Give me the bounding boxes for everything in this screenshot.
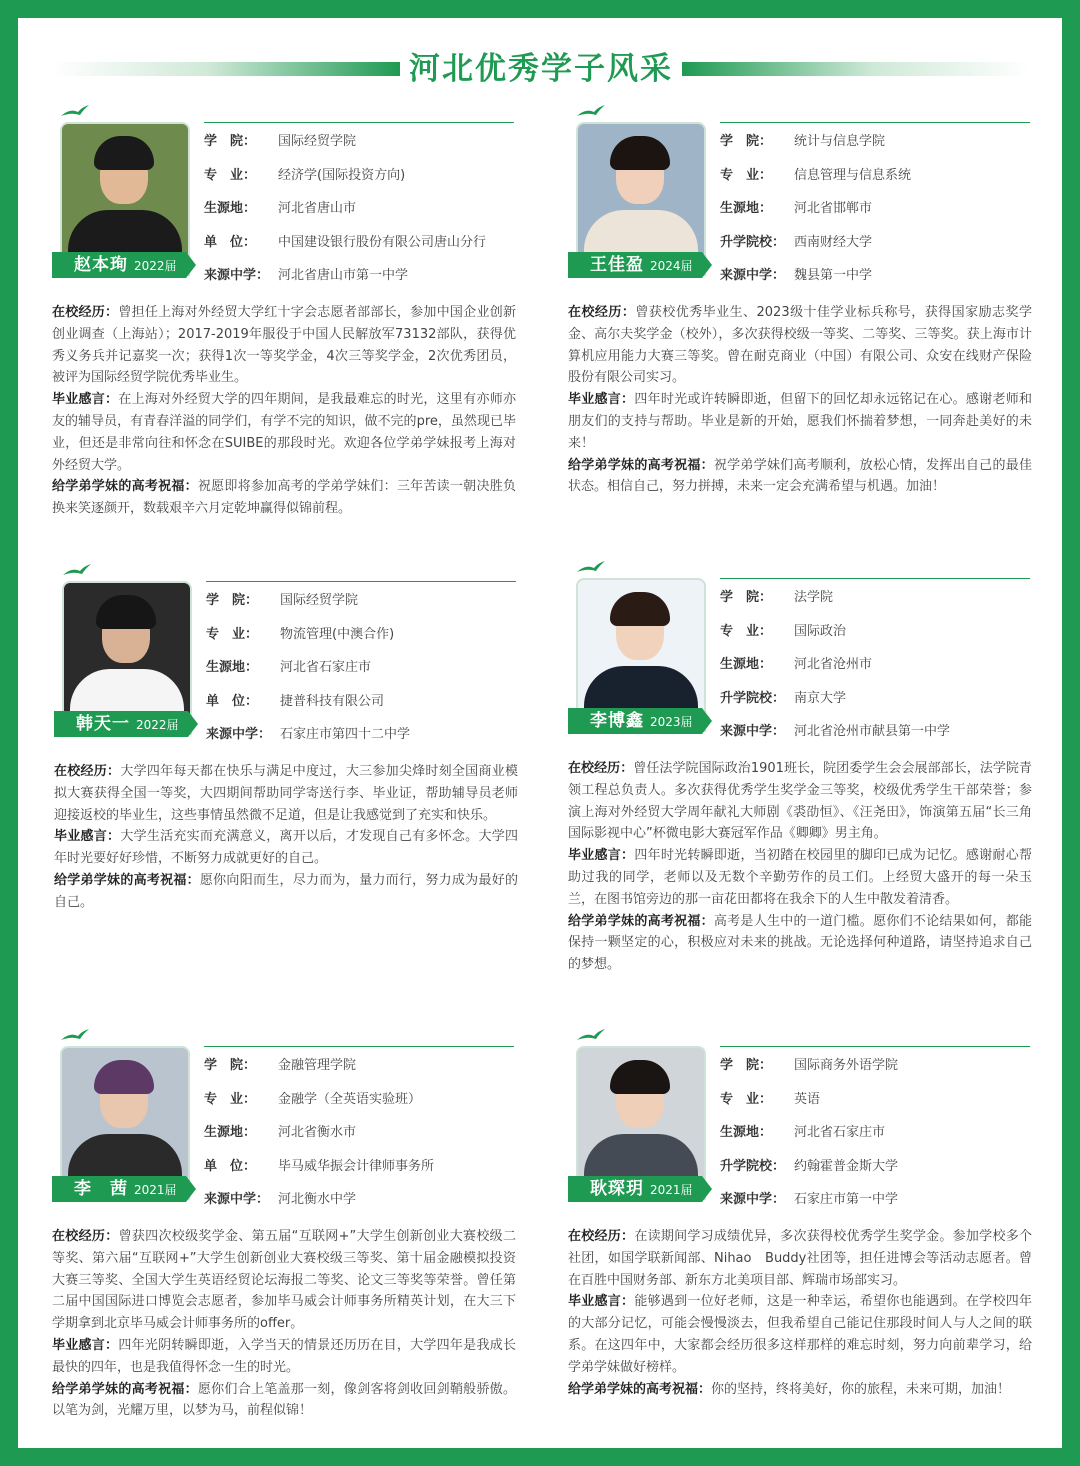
info-value: 石家庄市第四十二中学: [280, 727, 411, 743]
bird-icon: [576, 104, 606, 118]
portrait-hair-shape: [610, 1060, 670, 1094]
info-row: [204, 1081, 514, 1115]
info-row: [204, 157, 514, 191]
name-badge: [52, 1176, 186, 1202]
info-label: 学 院：: [204, 134, 257, 150]
bio-grad-label: 毕业感言：: [52, 392, 119, 408]
info-value: 国际政治: [794, 623, 847, 639]
graduation-year: 2021届: [134, 1183, 177, 1197]
info-label: 专 业：: [720, 1091, 773, 1107]
bird-icon: [576, 1028, 606, 1042]
name-badge: [568, 1176, 702, 1202]
portrait-block: [52, 1028, 192, 1208]
info-row: [720, 257, 1030, 291]
info-row: [720, 190, 1030, 224]
info-label: 生源地：: [720, 201, 773, 217]
info-label: 专 业：: [206, 626, 259, 642]
info-value: 西南财经大学: [794, 234, 873, 250]
badge-arrow: [188, 711, 198, 737]
info-label: 生源地：: [720, 657, 773, 673]
info-label: 学 院：: [206, 593, 259, 609]
bio-grad-text: 四年光阴转瞬即逝，入学当天的情景还历历在目，大学四年是我成长最快的四年，也是我值得怀念一生的时光。: [52, 1337, 516, 1375]
bio-school-text: 大学四年每天都在快乐与满足中度过，大三参加尖烽时刻全国商业模拟大赛获得全国一等奖，大四期间帮助同学寄送行李、毕业证，帮助辅导员老师迎接返校的毕业生，这些事情虽然微不足道，但是让我感觉到了充实和快乐。: [54, 764, 518, 823]
bio-school-label: 在校经历：: [568, 1229, 635, 1244]
info-value: 国际经贸学院: [278, 134, 357, 150]
bio-school-paragraph: [568, 1226, 1032, 1291]
bio-school-label: 在校经历：: [568, 305, 636, 320]
info-row: [720, 123, 1030, 157]
info-row: [720, 646, 1030, 680]
bio-wish-text: 祝愿即将参加高考的学弟学妹们：三年苦读一朝决胜负换来笑逐颜开，数载艰辛六月定乾坤赢得似锦前程。: [52, 479, 516, 517]
student-name: 王佳盈: [590, 255, 644, 275]
info-row: [720, 1114, 1030, 1148]
student-name: 耿琛玥: [590, 1179, 644, 1199]
info-label: 来源中学：: [206, 727, 272, 743]
info-row: [204, 1181, 514, 1215]
info-label: 专 业：: [204, 1091, 257, 1107]
info-row: [720, 1081, 1030, 1115]
bio-wish-label: 给学弟学妹的高考祝福：: [52, 1381, 198, 1397]
info-label: 专 业：: [204, 167, 257, 183]
name-badge: [568, 708, 702, 734]
bio-school-paragraph: [54, 761, 518, 826]
info-label: 来源中学：: [204, 268, 270, 284]
bio-section: [54, 761, 518, 914]
info-label: 单 位：: [204, 234, 257, 250]
info-row: [720, 680, 1030, 714]
info-value: 英语: [794, 1091, 821, 1107]
bio-wish-label: 给学弟学妹的高考祝福：: [568, 457, 714, 473]
bio-wish-paragraph: [568, 455, 1032, 499]
bio-grad-paragraph: [52, 389, 516, 476]
name-badge: [52, 252, 186, 278]
info-label: 升学院校：: [720, 234, 786, 250]
info-table: [720, 578, 1030, 747]
info-label: 来源中学：: [204, 1192, 270, 1208]
info-row: [720, 1181, 1030, 1215]
info-value: 河北衡水中学: [278, 1192, 357, 1208]
info-row: [204, 190, 514, 224]
name-badge: [54, 711, 188, 737]
student-name: 赵本珣: [74, 255, 128, 275]
info-value: 金融管理学院: [278, 1058, 357, 1074]
badge-arrow: [186, 1176, 196, 1202]
bio-wish-text: 你的坚持，终将美好，你的旅程，未来可期，加油！: [711, 1381, 1011, 1397]
info-value: 信息管理与信息系统: [794, 167, 912, 183]
bio-wish-paragraph: [568, 911, 1032, 976]
info-row: [204, 1047, 514, 1081]
bio-grad-paragraph: [568, 845, 1032, 910]
info-value: 河北省沧州市献县第一中学: [794, 724, 951, 740]
info-label: 学 院：: [204, 1058, 257, 1074]
info-label: 升学院校：: [720, 1158, 786, 1174]
info-row: [720, 157, 1030, 191]
student-name: 韩天一: [76, 714, 130, 734]
info-row: [204, 257, 514, 291]
bio-section: [52, 1226, 516, 1422]
bio-school-text: 曾获校优秀毕业生、2023级十佳学业标兵称号，获得国家励志奖学金、高尔夫奖学金（校外），多次获得校级一等奖、二等奖、三等奖。获上海市计算机应用能力大赛三等奖。曾在耐克商业（中国）有限公司、众安在线财产保险股份有限公司实习。: [568, 305, 1032, 386]
graduation-year: 2022届: [134, 259, 177, 273]
bio-wish-label: 给学弟学妹的高考祝福：: [568, 1381, 712, 1397]
info-row: [720, 579, 1030, 613]
bio-section: [568, 1226, 1032, 1400]
portrait-hair-shape: [610, 592, 670, 626]
info-row: [720, 613, 1030, 647]
info-label: 生源地：: [204, 1125, 257, 1141]
info-row: [204, 1148, 514, 1182]
bio-school-text: 曾担任上海对外经贸大学红十字会志愿者部部长，参加中国企业创新创业调查（上海站）；2017-2019年服役于中国人民解放军73132部队，获得优秀义务兵并记嘉奖一次；获得1次一等奖学金，4次三等奖学金，2次优秀团员，被评为国际经贸学院优秀毕业生。: [52, 305, 516, 386]
info-table: [204, 1046, 514, 1215]
info-value: 河北省衡水市: [278, 1125, 357, 1141]
bio-school-text: 曾任法学院国际政治1901班长，院团委学生会会展部部长，法学院青领工程总负责人。多次获得优秀学生奖学金三等奖，校级优秀学生干部荣誉；参演上海对外经贸大学周年献礼大师剧《裘劭恒》、《汪尧田》，饰演第五届“长三角国际影视中心”杯微电影大赛冠军作品《卿卿》男主角。: [568, 761, 1032, 842]
portrait-block: [568, 104, 708, 284]
bio-school-paragraph: [568, 758, 1032, 845]
bird-icon: [62, 563, 92, 577]
portrait-hair-shape: [94, 136, 154, 170]
info-label: 生源地：: [720, 1125, 773, 1141]
graduation-year: 2022届: [136, 718, 179, 732]
name-badge: [568, 252, 702, 278]
bio-school-label: 在校经历：: [568, 761, 634, 776]
info-label: 专 业：: [720, 623, 773, 639]
info-row: [206, 616, 516, 650]
bio-wish-paragraph: [54, 870, 518, 914]
info-value: 南京大学: [794, 690, 847, 706]
bio-school-paragraph: [52, 1226, 516, 1335]
bio-school-text: 曾获四次校级奖学金、第五届“互联网+”大学生创新创业大赛校级二等奖、第六届“互联网+”大学生创新创业大赛校级三等奖、第十届金融模拟投资大赛三等奖、全国大学生英语经贸论坛海报二等奖、论文三等奖等荣誉。曾任第二届中国国际进口博览会志愿者，参加毕马威会计师事务所精英计划，在大三下学期拿到北京毕马威会计师事务所的offer。: [52, 1229, 516, 1332]
info-value: 河北省唐山市: [278, 201, 357, 217]
bio-wish-label: 给学弟学妹的高考祝福：: [52, 479, 198, 495]
info-table: [206, 581, 516, 750]
bio-wish-text: 愿你向阳而生，尽力而为，量力而行，努力成为最好的自己。: [54, 872, 518, 910]
info-value: 石家庄市第一中学: [794, 1192, 899, 1208]
info-value: 国际经贸学院: [280, 593, 359, 609]
info-row: [720, 1047, 1030, 1081]
info-value: 国际商务外语学院: [794, 1058, 899, 1074]
info-value: 法学院: [794, 590, 834, 606]
info-row: [206, 582, 516, 616]
info-row: [720, 713, 1030, 747]
graduation-year: 2023届: [650, 715, 693, 729]
bio-grad-paragraph: [568, 389, 1032, 454]
bio-grad-text: 四年时光转瞬即逝，当初踏在校园里的脚印已成为记忆。感谢耐心帮助过我的同学，老师以及无数个辛勤劳作的员工们。上经贸大盛开的每一朵玉兰，在图书馆旁边的那一亩花田都将在我余下的人生中散发着清香。: [568, 848, 1032, 907]
bio-school-label: 在校经历：: [54, 764, 121, 779]
info-row: [204, 224, 514, 258]
info-value: 经济学(国际投资方向): [278, 167, 406, 183]
info-value: 约翰霍普金斯大学: [794, 1158, 899, 1174]
bio-grad-text: 能够遇到一位好老师，这是一种幸运，希望你也能遇到。在学校四年的大部分记忆，可能会慢慢淡去，但我希望自己能记住那段时间人与人之间的联系。在这四年中，大家都会经历很多这样那样的难忘时刻，努力向前辈学习，给学弟学妹做好榜样。: [568, 1294, 1032, 1375]
info-value: 中国建设银行股份有限公司唐山分行: [278, 234, 487, 250]
info-value: 统计与信息学院: [794, 134, 886, 150]
student-name: 李 茜: [74, 1179, 128, 1199]
info-row: [206, 683, 516, 717]
bio-school-label: 在校经历：: [52, 1229, 119, 1244]
bio-grad-paragraph: [54, 826, 518, 870]
bio-section: [568, 302, 1032, 498]
bio-grad-text: 四年时光或许转瞬即逝，但留下的回忆却永远铭记在心。感谢老师和朋友们的支持与帮助。毕业是新的开始，愿我们怀揣着梦想，一同奔赴美好的未来！: [568, 392, 1032, 451]
bio-grad-label: 毕业感言：: [568, 848, 635, 864]
page-header: [52, 46, 1030, 92]
info-label: 单 位：: [204, 1158, 257, 1174]
bio-grad-paragraph: [568, 1291, 1032, 1378]
page-title: 河北优秀学子风采: [409, 51, 673, 87]
bio-wish-text: 祝学弟学妹们高考顺利，放松心情，发挥出自己的最佳状态。相信自己，努力拼搏，未来一定会充满希望与机遇。加油！: [568, 457, 1032, 495]
info-row: [720, 1148, 1030, 1182]
bio-grad-text: 大学生活充实而充满意义，离开以后，才发现自己有多怀念。大学四年时光要好好珍惜，不断努力成就更好的自己。: [54, 829, 518, 867]
info-value: 河北省邯郸市: [794, 201, 873, 217]
bio-section: [568, 758, 1032, 976]
badge-arrow: [702, 252, 712, 278]
student-name: 李博鑫: [590, 711, 644, 731]
info-row: [204, 123, 514, 157]
info-label: 专 业：: [720, 167, 773, 183]
badge-arrow: [702, 708, 712, 734]
bio-wish-label: 给学弟学妹的高考祝福：: [568, 913, 714, 929]
info-value: 物流管理(中澳合作): [280, 626, 395, 642]
bio-grad-paragraph: [52, 1335, 516, 1379]
info-label: 来源中学：: [720, 724, 786, 740]
portrait-hair-shape: [94, 1060, 154, 1094]
info-label: 升学院校：: [720, 690, 786, 706]
info-value: 魏县第一中学: [794, 268, 873, 284]
info-label: 来源中学：: [720, 268, 786, 284]
info-label: 来源中学：: [720, 1192, 786, 1208]
graduation-year: 2024届: [650, 259, 693, 273]
bio-grad-label: 毕业感言：: [568, 1294, 635, 1310]
info-value: 捷普科技有限公司: [280, 693, 385, 709]
bio-school-paragraph: [52, 302, 516, 389]
bird-icon: [576, 560, 606, 574]
info-value: 河北省沧州市: [794, 657, 873, 673]
bio-wish-text: 愿你们合上笔盖那一刻，像剑客将剑收回剑鞘般骄傲。以笔为剑，光耀万里，以梦为马，前程似锦！: [52, 1381, 516, 1419]
bio-wish-text: 高考是人生中的一道门槛。愿你们不论结果如何，都能保持一颗坚定的心，积极应对未来的挑战。无论选择何种道路，请坚持追求自己的梦想。: [568, 913, 1032, 973]
info-label: 学 院：: [720, 590, 773, 606]
bio-school-label: 在校经历：: [52, 305, 119, 320]
info-row: [720, 224, 1030, 258]
info-row: [206, 716, 516, 750]
info-row: [204, 1114, 514, 1148]
portrait-block: [568, 560, 708, 740]
bio-grad-label: 毕业感言：: [52, 1337, 119, 1353]
info-table: [204, 122, 514, 291]
portrait-hair-shape: [610, 136, 670, 170]
info-value: 河北省石家庄市: [280, 660, 372, 676]
bio-section: [52, 302, 516, 520]
info-label: 生源地：: [206, 660, 259, 676]
info-label: 生源地：: [204, 201, 257, 217]
bio-school-text: 在读期间学习成绩优异，多次获得校优秀学生奖学金。参加学校多个社团，如国学联新闻部、Nihao Buddy社团等，担任进博会等活动志愿者。曾在百胜中国财务部、新东方北美项目部、辉瑞市场部实习。: [568, 1229, 1032, 1288]
info-label: 学 院：: [720, 134, 773, 150]
bio-wish-paragraph: [568, 1379, 1032, 1401]
bio-school-paragraph: [568, 302, 1032, 389]
bio-wish-paragraph: [52, 476, 516, 520]
info-table: [720, 122, 1030, 291]
portrait-block: [568, 1028, 708, 1208]
info-label: 学 院：: [720, 1058, 773, 1074]
portrait-hair-shape: [96, 595, 156, 629]
info-value: 毕马威华振会计律师事务所: [278, 1158, 435, 1174]
bio-grad-label: 毕业感言：: [54, 829, 121, 845]
portrait-block: [52, 104, 192, 284]
graduation-year: 2021届: [650, 1183, 693, 1197]
info-table: [720, 1046, 1030, 1215]
bird-icon: [60, 104, 90, 118]
info-value: 河北省石家庄市: [794, 1125, 886, 1141]
bird-icon: [60, 1028, 90, 1042]
info-label: 单 位：: [206, 693, 259, 709]
bio-grad-text: 在上海对外经贸大学的四年期间，是我最难忘的时光，这里有亦师亦友的辅导员，有青春洋溢的同学们，有学不完的知识，做不完的pre，虽然现已毕业，但还是非常向往和怀念在SUIBE的那段时光。欢迎各位学弟学妹报考上海对外经贸大学。: [52, 392, 516, 473]
bio-wish-paragraph: [52, 1379, 516, 1423]
portrait-block: [54, 563, 194, 743]
info-value: 金融学（全英语实验班）: [278, 1091, 422, 1107]
info-row: [206, 649, 516, 683]
bio-wish-label: 给学弟学妹的高考祝福：: [54, 872, 200, 888]
badge-arrow: [702, 1176, 712, 1202]
badge-arrow: [186, 252, 196, 278]
info-value: 河北省唐山市第一中学: [278, 268, 409, 284]
bio-grad-label: 毕业感言：: [568, 392, 635, 408]
